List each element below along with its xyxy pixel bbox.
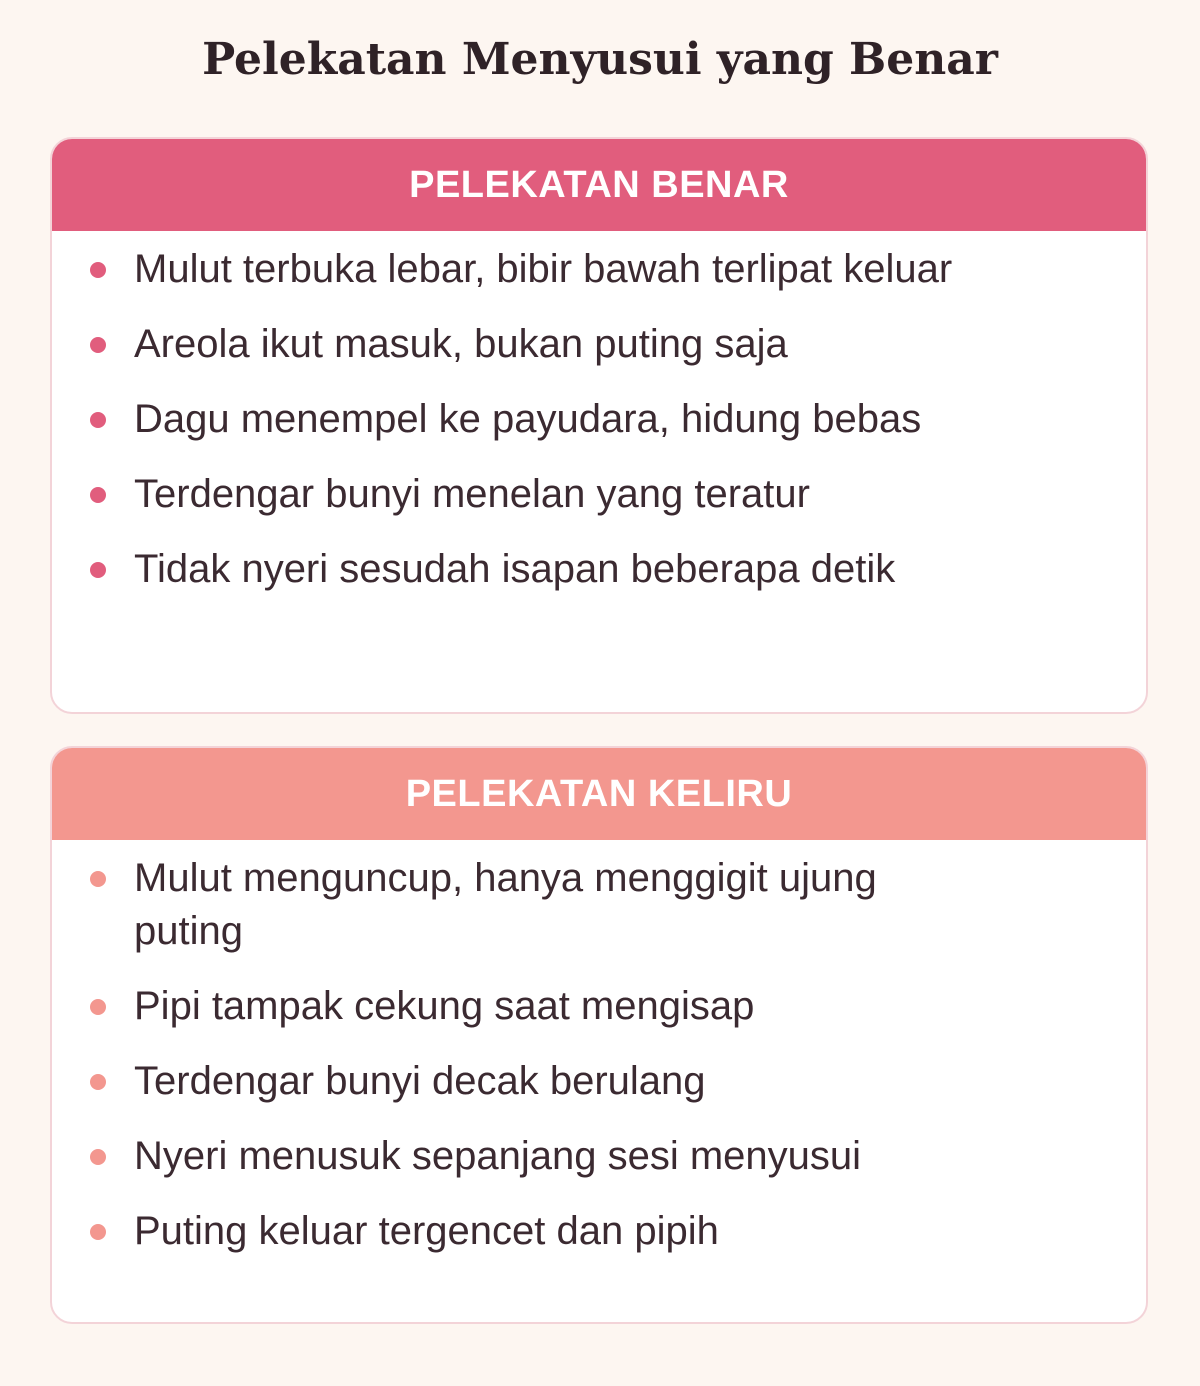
correct-latch-list <box>52 231 1146 596</box>
list-item <box>52 468 1146 521</box>
list-item <box>52 852 1146 958</box>
bullet-dot-icon <box>90 487 106 503</box>
list-item <box>52 980 1146 1033</box>
list-item <box>52 243 1146 296</box>
bullet-dot-icon <box>90 337 106 353</box>
list-item-text: Terdengar bunyi menelan yang teratur <box>134 472 810 516</box>
bullet-dot-icon <box>90 871 106 887</box>
wrong-latch-list <box>52 840 1146 1258</box>
list-item-text: Puting keluar tergencet dan pipih <box>134 1209 719 1253</box>
wrong-latch-card <box>50 746 1148 1324</box>
list-item <box>52 1055 1146 1108</box>
list-item <box>52 318 1146 371</box>
list-item-text: Mulut menguncup, hanya menggigit ujung puting <box>134 856 877 953</box>
list-item-text: Pipi tampak cekung saat mengisap <box>134 984 755 1028</box>
list-item <box>52 393 1146 446</box>
page-title: Pelekatan Menyusui yang Benar <box>202 34 998 85</box>
correct-latch-heading: PELEKATAN BENAR <box>52 139 1146 231</box>
bullet-dot-icon <box>90 262 106 278</box>
bullet-dot-icon <box>90 1149 106 1165</box>
list-item-text: Tidak nyeri sesudah isapan beberapa detik <box>134 547 896 591</box>
list-item-text: Nyeri menusuk sepanjang sesi menyusui <box>134 1134 862 1178</box>
bullet-dot-icon <box>90 1074 106 1090</box>
list-item-text: Terdengar bunyi decak berulang <box>134 1059 706 1103</box>
list-item <box>52 1130 1146 1183</box>
bullet-dot-icon <box>90 999 106 1015</box>
correct-latch-card <box>50 137 1148 714</box>
list-item-text: Areola ikut masuk, bukan puting saja <box>134 322 788 366</box>
bullet-dot-icon <box>90 1224 106 1240</box>
wrong-latch-heading: PELEKATAN KELIRU <box>52 748 1146 840</box>
list-item <box>52 543 1146 596</box>
list-item-text: Dagu menempel ke payudara, hidung bebas <box>134 397 922 441</box>
bullet-dot-icon <box>90 412 106 428</box>
list-item <box>52 1205 1146 1258</box>
bullet-dot-icon <box>90 562 106 578</box>
list-item-text: Mulut terbuka lebar, bibir bawah terlipat keluar <box>134 247 953 291</box>
